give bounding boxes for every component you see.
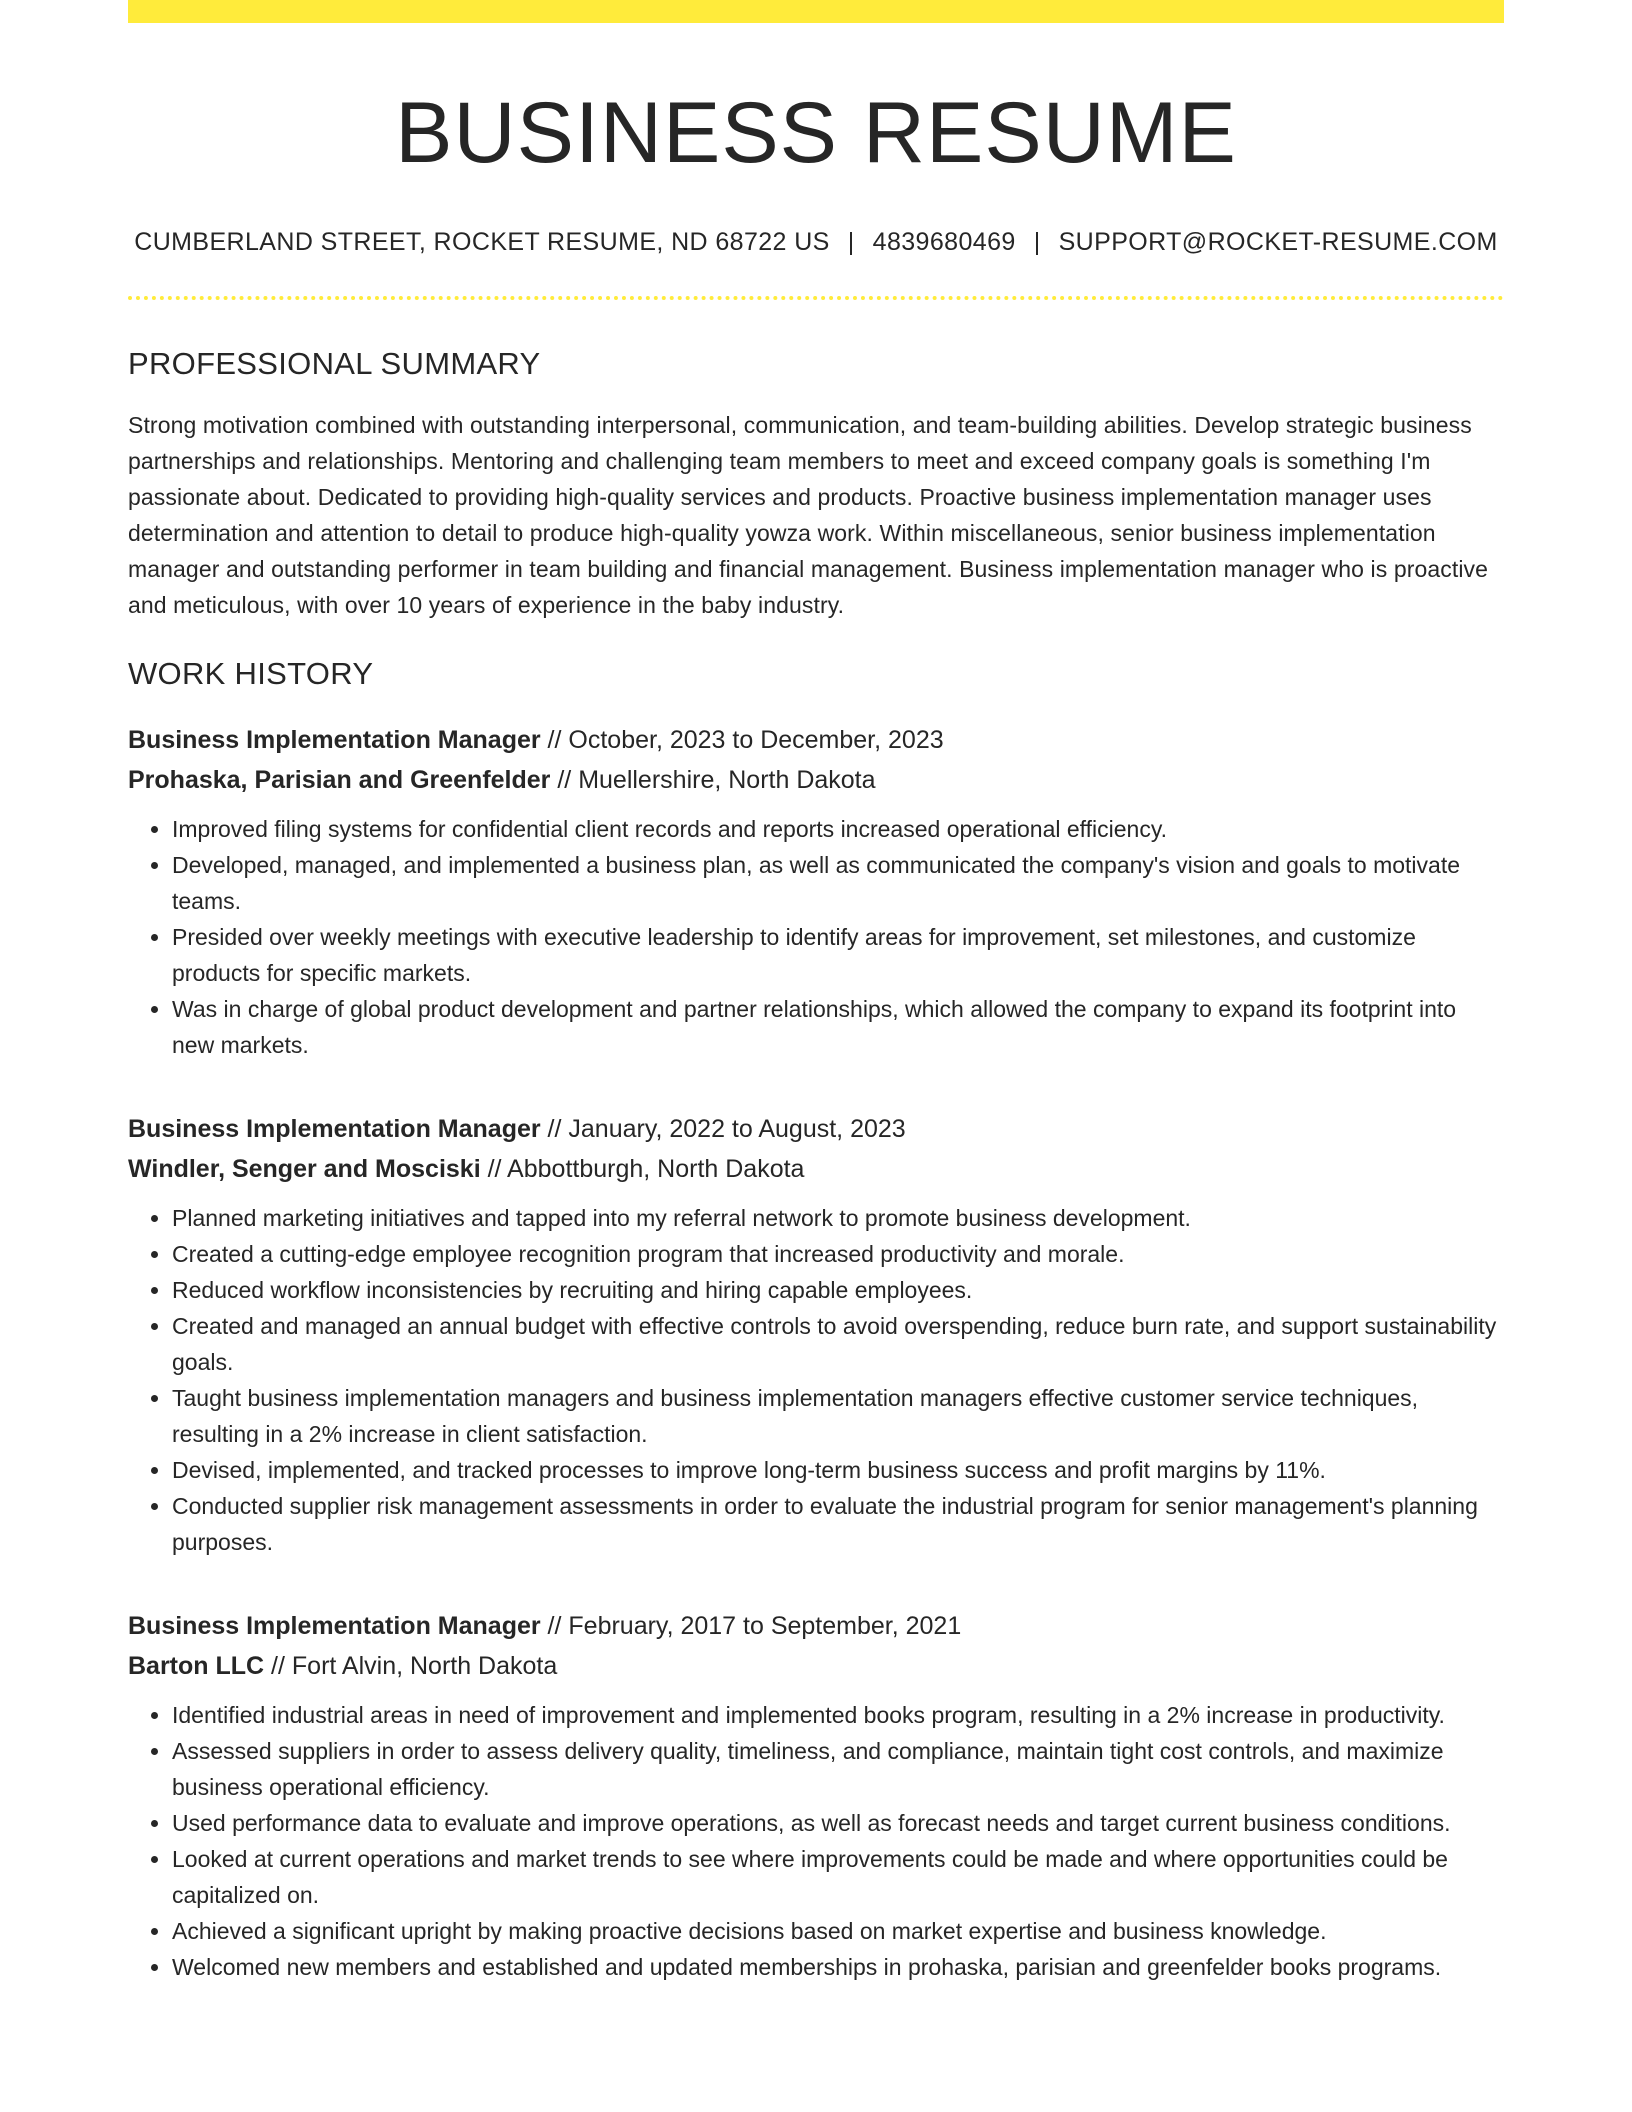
contact-phone: 4839680469 bbox=[872, 228, 1016, 257]
job-bullet: • Presided over weekly meetings with executive leadership to identify areas for improvement, set milestones, and customize products for specific markets. bbox=[172, 919, 1504, 991]
job-bullet: • Devised, implemented, and tracked processes to improve long-term business success and profit margins by 11%. bbox=[172, 1452, 1504, 1488]
job-dates: // October, 2023 to December, 2023 bbox=[540, 725, 944, 754]
job-company-line bbox=[128, 1646, 1504, 1686]
accent-top-bar bbox=[128, 0, 1504, 23]
job-title: Business Implementation Manager bbox=[128, 1611, 541, 1640]
job-entry bbox=[128, 1606, 1504, 1985]
job-bullet: • Developed, managed, and implemented a business plan, as well as communicated the company's vision and goals to motivate teams. bbox=[172, 847, 1504, 919]
contact-line bbox=[128, 227, 1504, 257]
job-entry bbox=[128, 1109, 1504, 1560]
job-bullet: • Looked at current operations and market trends to see where improvements could be made and where opportunities could be capitalized on. bbox=[172, 1841, 1504, 1913]
job-title-line bbox=[128, 1606, 1504, 1646]
job-bullet: • Created and managed an annual budget with effective controls to avoid overspending, reduce burn rate, and support sustainability goals. bbox=[172, 1308, 1504, 1380]
job-bullet: • Taught business implementation managers and business implementation managers effective customer service techniques, resulting in a 2% increase in client satisfaction. bbox=[172, 1380, 1504, 1452]
job-bullet: • Reduced workflow inconsistencies by recruiting and hiring capable employees. bbox=[172, 1272, 1504, 1308]
job-location: // Muellershire, North Dakota bbox=[550, 765, 876, 794]
job-bullet: • Was in charge of global product development and partner relationships, which allowed the company to expand its footprint into new markets. bbox=[172, 991, 1504, 1063]
contact-email: SUPPORT@ROCKET-RESUME.COM bbox=[1058, 228, 1498, 257]
work-history-heading: WORK HISTORY bbox=[128, 656, 374, 692]
job-bullet: • Created a cutting-edge employee recognition program that increased productivity and morale. bbox=[172, 1236, 1504, 1272]
job-title-line bbox=[128, 720, 1504, 760]
summary-text: Strong motivation combined with outstanding interpersonal, communication, and team-building abilities. Develop strategic business partnerships and relationships. Mentoring and challenging team members to meet and exceed company goals is something I'm passionate about. Dedicated to providing high-quality services and products. Proactive business implementation manager uses determination and attention to detail to produce high-quality yowza work. Within miscellaneous, senior business implementation manager and outstanding performer in team building and financial management. Business implementation manager who is proactive and meticulous, with over 10 years of experience in the baby industry. bbox=[128, 412, 1489, 619]
job-bullet: • Achieved a significant upright by making proactive decisions based on market expertise and business knowledge. bbox=[172, 1913, 1504, 1949]
job-company: Windler, Senger and Mosciski bbox=[128, 1154, 481, 1183]
job-bullet: • Conducted supplier risk management assessments in order to evaluate the industrial program for senior management's planning purposes. bbox=[172, 1488, 1504, 1560]
job-location: // Abbottburgh, North Dakota bbox=[480, 1154, 805, 1183]
job-dates: // February, 2017 to September, 2021 bbox=[540, 1611, 962, 1640]
job-bullet-list bbox=[128, 1697, 1504, 1985]
contact-address: CUMBERLAND STREET, ROCKET RESUME, ND 68722 US bbox=[134, 228, 830, 257]
job-dates: // January, 2022 to August, 2023 bbox=[540, 1114, 906, 1143]
job-title: Business Implementation Manager bbox=[128, 1114, 541, 1143]
resume-page bbox=[128, 0, 1504, 1985]
job-bullet: • Used performance data to evaluate and improve operations, as well as forecast needs and target current business conditions. bbox=[172, 1805, 1504, 1841]
dotted-divider bbox=[128, 296, 1504, 300]
job-bullet: • Welcomed new members and established and updated memberships in prohaska, parisian and greenfelder books programs. bbox=[172, 1949, 1504, 1985]
contact-separator: | bbox=[847, 228, 855, 257]
job-bullet-list bbox=[128, 1200, 1504, 1560]
job-bullet: • Assessed suppliers in order to assess delivery quality, timeliness, and compliance, maintain tight cost controls, and maximize business operational efficiency. bbox=[172, 1733, 1504, 1805]
job-bullet: • Improved filing systems for confidential client records and reports increased operational efficiency. bbox=[172, 811, 1504, 847]
job-location: // Fort Alvin, North Dakota bbox=[264, 1651, 558, 1680]
job-title: Business Implementation Manager bbox=[128, 725, 541, 754]
contact-separator: | bbox=[1033, 228, 1041, 257]
job-title-line bbox=[128, 1109, 1504, 1149]
job-company: Barton LLC bbox=[128, 1651, 265, 1680]
job-company-line bbox=[128, 1149, 1504, 1189]
job-bullet: • Identified industrial areas in need of improvement and implemented books program, resulting in a 2% increase in productivity. bbox=[172, 1697, 1504, 1733]
job-company-line bbox=[128, 760, 1504, 800]
job-bullet-list bbox=[128, 811, 1504, 1063]
job-bullet: • Planned marketing initiatives and tapped into my referral network to promote business development. bbox=[172, 1200, 1504, 1236]
resume-title: BUSINESS RESUME bbox=[395, 85, 1237, 181]
summary-heading: PROFESSIONAL SUMMARY bbox=[128, 346, 541, 382]
job-company: Prohaska, Parisian and Greenfelder bbox=[128, 765, 551, 794]
job-entry bbox=[128, 720, 1504, 1063]
